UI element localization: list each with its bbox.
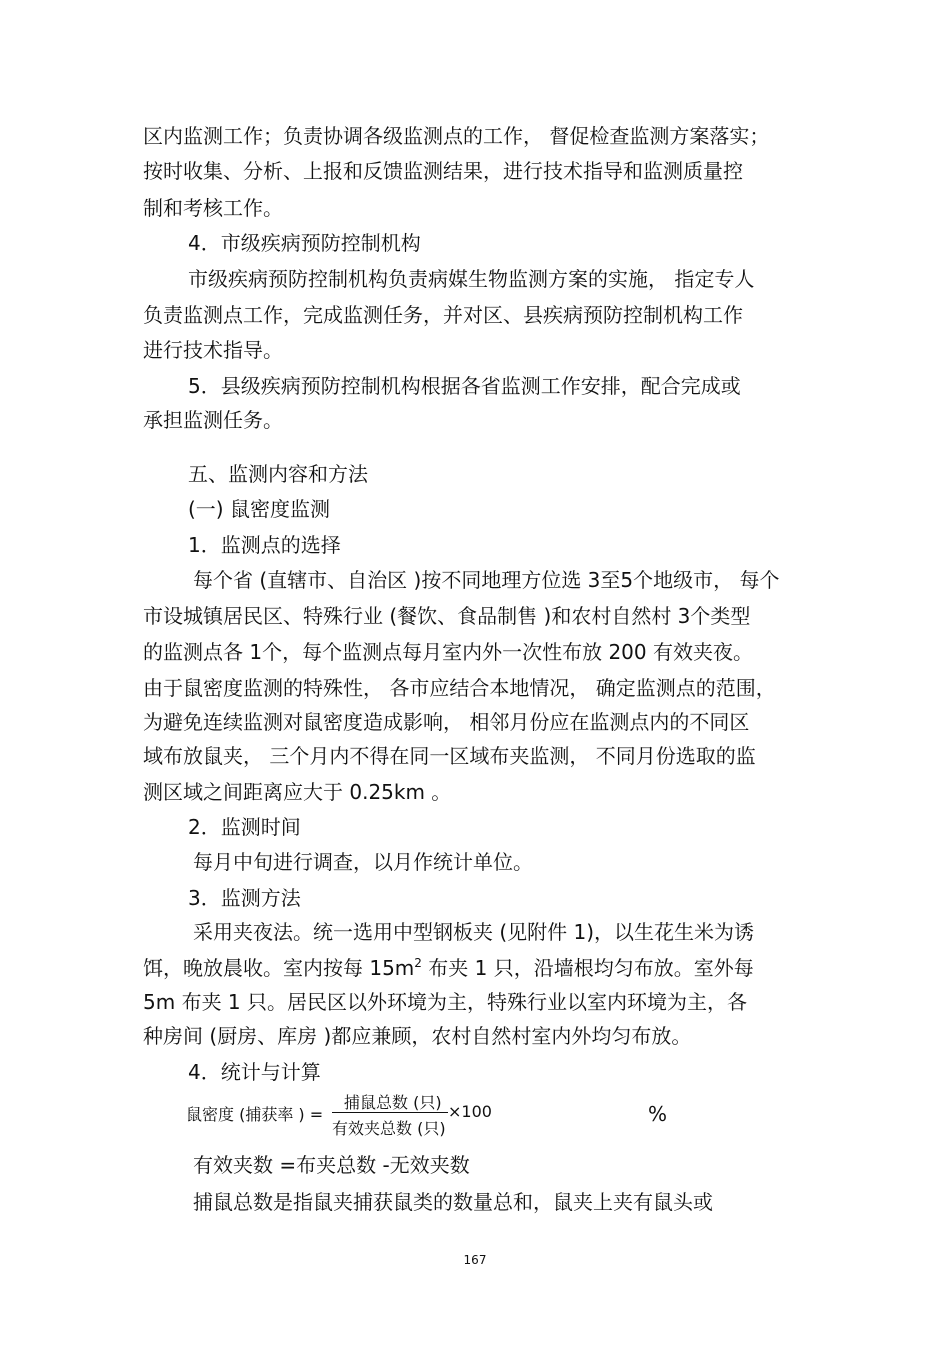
section-heading: 1．监测点的选择: [188, 533, 341, 557]
body-line: 为避免连续监测对鼠密度造成影响， 相邻月份应在监测点内的不同区: [143, 710, 750, 734]
formula-denominator: 有效夹总数 (只): [332, 1119, 446, 1138]
body-line: 5m 布夹 1 只。居民区以外环境为主，特殊行业以室内环境为主，各: [143, 990, 748, 1014]
body-line: 承担监测任务。: [143, 408, 283, 432]
body-line: 市设城镇居民区、特殊行业 (餐饮、食品制售 )和农村自然村 3个类型: [143, 604, 751, 628]
body-line: 测区域之间距离应大于 0.25km 。: [143, 780, 452, 804]
body-line: 域布放鼠夹， 三个月内不得在同一区域布夹监测， 不同月份选取的监: [143, 744, 756, 768]
section-heading: 2．监测时间: [188, 815, 301, 839]
superscript: 2: [414, 956, 422, 970]
body-line: 捕鼠总数是指鼠夹捕获鼠类的数量总和，鼠夹上夹有鼠头或: [193, 1190, 713, 1214]
body-line: 由于鼠密度监测的特殊性， 各市应结合本地情况， 确定监测点的范围，: [143, 676, 776, 700]
body-line: 每个省 (直辖市、自治区 )按不同地理方位选 3至5个地级市， 每个: [193, 568, 780, 592]
body-line: 制和考核工作。: [143, 196, 283, 220]
body-line: 按时收集、分析、上报和反馈监测结果，进行技术指导和监测质量控: [143, 159, 743, 183]
body-line: 的监测点各 1个，每个监测点每月室内外一次性布放 200 有效夹夜。: [143, 640, 753, 664]
body-line: 有效夹数 =布夹总数 -无效夹数: [193, 1153, 470, 1177]
page-number: 167: [463, 1253, 487, 1267]
body-line: [143, 956, 754, 980]
section-heading: 5．县级疾病预防控制机构根据各省监测工作安排，配合完成或: [188, 374, 741, 398]
body-line: 采用夹夜法。统一选用中型钢板夹 (见附件 1)，以生花生米为诱: [193, 920, 755, 944]
fraction-bar: [332, 1112, 448, 1113]
section-heading: 3．监测方法: [188, 886, 301, 910]
line-text: 布夹 1 只，沿墙根均匀布放。室外每: [421, 956, 754, 980]
body-line: 市级疾病预防控制机构负责病媒生物监测方案的实施， 指定专人: [188, 267, 755, 291]
formula-multiplier: ×100: [448, 1102, 492, 1121]
body-line: 每月中旬进行调查，以月作统计单位。: [193, 850, 533, 874]
formula-numerator: 捕鼠总数 (只): [344, 1093, 442, 1112]
capture-rate-formula: [186, 1090, 686, 1140]
subsection-heading: (一) 鼠密度监测: [188, 497, 330, 521]
body-line: 种房间 (厨房、库房 )都应兼顾，农村自然村室内外均匀布放。: [143, 1024, 692, 1048]
section-heading: 4．统计与计算: [188, 1060, 321, 1084]
body-line: 进行技术指导。: [143, 338, 283, 362]
body-line: 负责监测点工作，完成监测任务，并对区、县疾病预防控制机构工作: [143, 303, 743, 327]
section-heading: 4．市级疾病预防控制机构: [188, 231, 421, 255]
formula-label: 鼠密度 (捕获率 ) =: [186, 1105, 324, 1124]
line-text: 饵，晚放晨收。室内按每 15m: [143, 956, 415, 980]
body-line: 区内监测工作；负责协调各级监测点的工作， 督促检查监测方案落实；: [143, 124, 770, 148]
chapter-heading: 五、监测内容和方法: [188, 462, 368, 486]
formula-percent: %: [648, 1102, 668, 1126]
